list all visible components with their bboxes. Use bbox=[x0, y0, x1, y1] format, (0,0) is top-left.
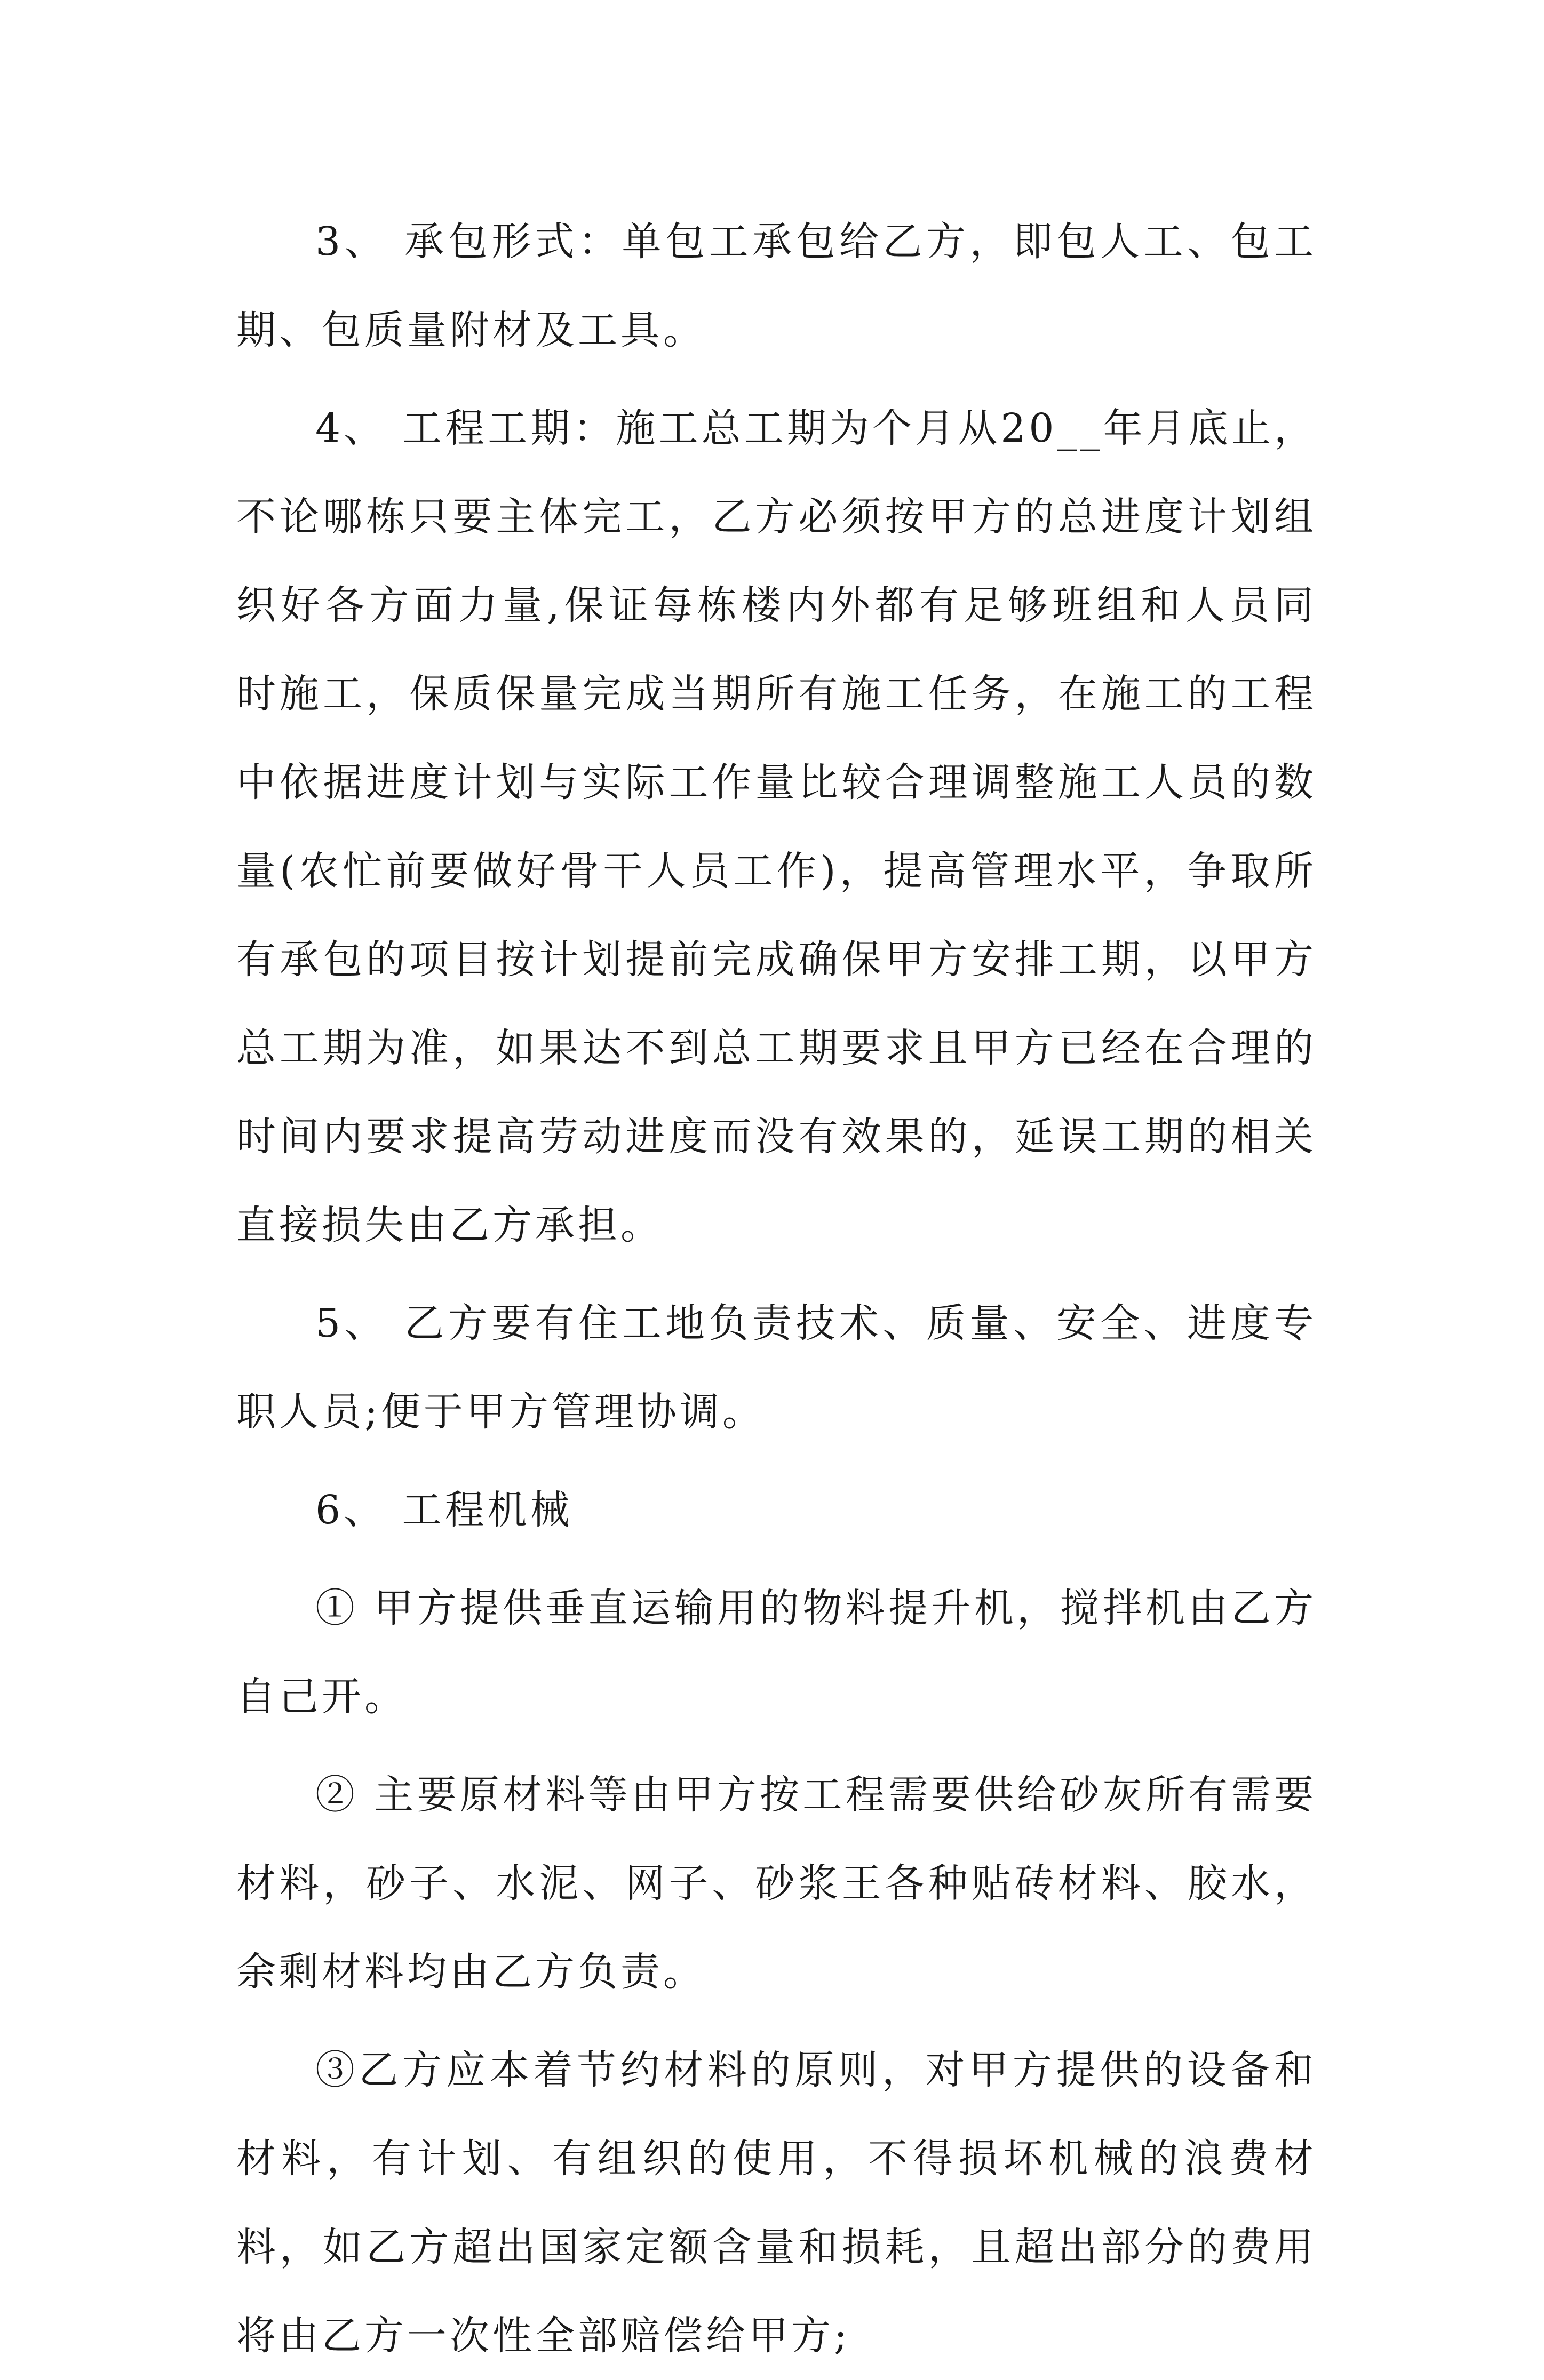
paragraph-machinery-heading: 6、 工程机械 bbox=[315, 1487, 573, 1533]
paragraph-construction-period: 4、 工程工期：施工总工期为个月从20__年月底止，不论哪栋只要主体完工，乙方必须按甲方的总进度计划组织好各方面力量,保证每栋楼内外都有足够班组和人员同时施工，保质保量完成当期所有施工任务，在施工的工程中依据进度计划与实际工作量比较合理调整施工人员的数量(农忙前要做好骨干人员工作)，提高管理水平，争取所有承包的项目按计划提前完成确保甲方安排工期，以甲方总工期为准，如果达不到总工期要求且甲方已经在合理的时间内要求提高劳动进度而没有效果的，延误工期的相关直接损失由乙方承担。 bbox=[236, 405, 1317, 1248]
paragraph-machinery-item-2: ② 主要原材料等由甲方按工程需要供给砂灰所有需要材料，砂子、水泥、网子、砂浆王各种贴砖材料、胶水，余剩材料均由乙方负责。 bbox=[236, 1772, 1317, 1995]
paragraph-machinery-item-1: ① 甲方提供垂直运输用的物料提升机，搅拌机由乙方自己开。 bbox=[236, 1585, 1317, 1720]
paragraph-machinery-item-3: ③乙方应本着节约材料的原则，对甲方提供的设备和材料，有计划、有组织的使用，不得损坏机械的浪费材料，如乙方超出国家定额含量和损耗，且超出部分的费用将由乙方一次性全部赔偿给甲方; bbox=[236, 2047, 1317, 2359]
document-body bbox=[236, 197, 1317, 2380]
paragraph-onsite-staff: 5、 乙方要有住工地负责技术、质量、安全、进度专职人员;便于甲方管理协调。 bbox=[236, 1300, 1317, 1435]
paragraph-contract-form: 3、 承包形式：单包工承包给乙方，即包人工、包工期、包质量附材及工具。 bbox=[236, 219, 1317, 353]
